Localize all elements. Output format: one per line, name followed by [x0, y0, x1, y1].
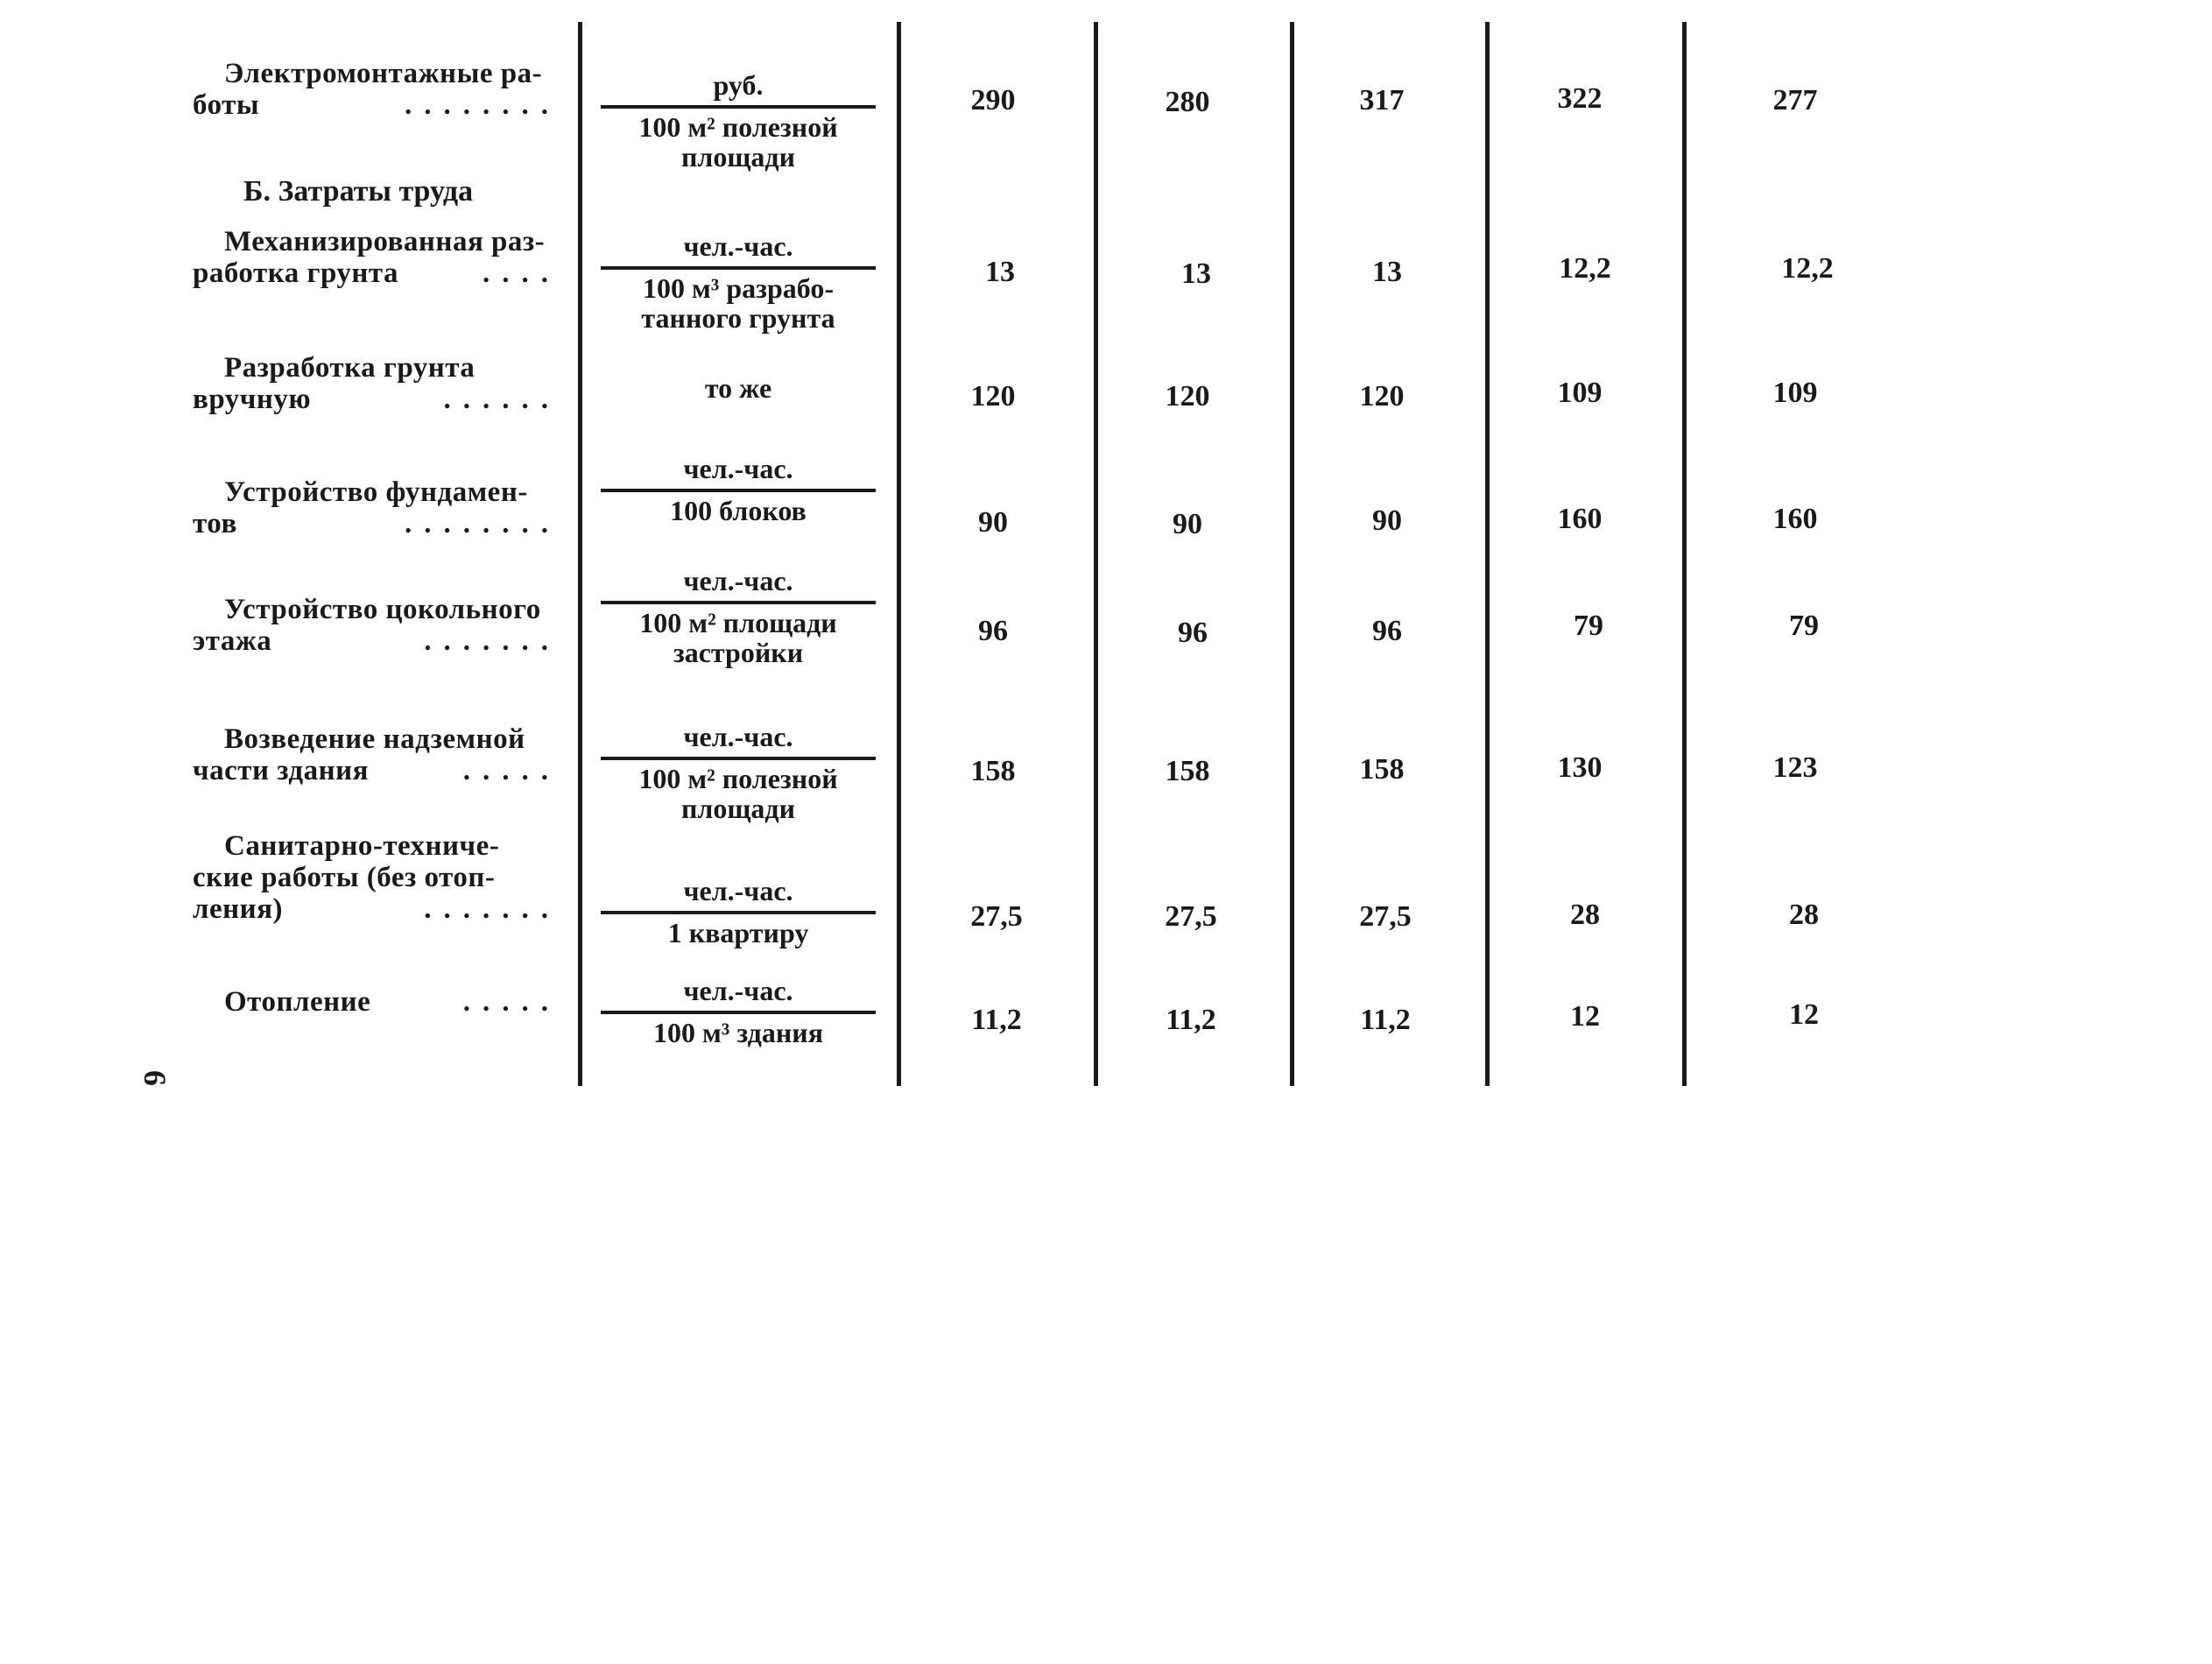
- unit-numerator: чел.-час.: [601, 722, 876, 760]
- unit-denominator: 100 м³ разрабо-: [642, 272, 835, 304]
- value-cell: 120: [1359, 380, 1405, 412]
- unit-numerator: чел.-час.: [601, 876, 876, 914]
- unit-denominator: площади: [680, 141, 796, 173]
- value-cell: 12,2: [1559, 252, 1611, 285]
- row-name-line: Отопление .....: [224, 986, 560, 1018]
- unit-fraction: [601, 373, 876, 403]
- value-cell: 160: [1557, 503, 1603, 535]
- row-name-line: вручную ......: [193, 384, 560, 415]
- value-cell: 79: [1574, 610, 1603, 642]
- leader-dots: .......: [424, 625, 560, 657]
- leader-dots: .......: [424, 893, 560, 925]
- unit-numerator: чел.-час.: [601, 454, 876, 492]
- value-cell: 120: [1165, 380, 1210, 412]
- column-rule: [1682, 22, 1687, 1086]
- column-rule: [1290, 22, 1294, 1086]
- row-name-line: ления) .......: [193, 893, 560, 925]
- unit-denominator: 100 м² площади: [639, 607, 837, 638]
- column-rule: [578, 22, 582, 1086]
- leader-dots: ........: [405, 89, 560, 121]
- value-cell: 90: [1173, 508, 1202, 540]
- unit-numerator: чел.-час.: [601, 566, 876, 604]
- value-cell: 109: [1557, 377, 1603, 409]
- unit-denominator: 100 м² полезной: [638, 111, 838, 143]
- unit-same: то же: [704, 372, 772, 404]
- value-cell: 12,2: [1781, 252, 1834, 285]
- row-name-line: Электромонтажные ра-: [224, 58, 543, 89]
- unit-fraction: [601, 722, 876, 823]
- column-rule: [1094, 22, 1098, 1086]
- value-cell: 12: [1570, 1000, 1600, 1033]
- row-name: [193, 58, 560, 121]
- value-cell: 96: [1372, 615, 1402, 647]
- unit-fraction: [601, 566, 876, 667]
- unit-denominator: 100 м³ здания: [652, 1017, 824, 1048]
- row-name: [193, 226, 560, 289]
- value-cell: 90: [978, 506, 1008, 539]
- value-cell: 158: [1359, 753, 1405, 786]
- value-cell: 27,5: [1359, 900, 1412, 933]
- row-name: [193, 830, 560, 925]
- value-cell: 322: [1557, 82, 1603, 115]
- unit-denominator: застройки: [673, 637, 804, 668]
- unit-fraction: [601, 876, 876, 948]
- leader-dots: .....: [462, 755, 560, 786]
- value-cell: 158: [970, 755, 1016, 787]
- value-cell: 28: [1570, 899, 1600, 931]
- row-name-line: тов ........: [193, 508, 560, 539]
- value-cell: 27,5: [970, 900, 1023, 933]
- row-name: [193, 986, 560, 1018]
- leader-dots: .....: [462, 986, 560, 1018]
- row-name-line: этажа .......: [193, 625, 560, 657]
- row-name-line: Разработка грунта: [224, 352, 476, 384]
- unit-numerator: чел.-час.: [601, 976, 876, 1014]
- unit-numerator: руб.: [601, 70, 876, 109]
- section-heading: Б. Затраты труда: [243, 175, 474, 208]
- unit-denominator: 100 блоков: [670, 495, 807, 526]
- row-name-line: части здания .....: [193, 755, 560, 786]
- row-name: [193, 723, 560, 786]
- unit-denominator: площади: [680, 793, 796, 824]
- unit-numerator: чел.-час.: [601, 231, 876, 270]
- value-cell: 11,2: [1166, 1004, 1216, 1036]
- row-name: [193, 476, 560, 539]
- value-cell: 160: [1772, 503, 1818, 535]
- leader-dots: ........: [405, 508, 560, 539]
- unit-denominator: 1 квартиру: [667, 917, 809, 948]
- unit-denominator: танного грунта: [641, 302, 835, 334]
- column-rule: [897, 22, 901, 1086]
- value-cell: 11,2: [971, 1004, 1022, 1036]
- value-cell: 96: [1178, 617, 1208, 649]
- value-cell: 317: [1359, 84, 1405, 116]
- leader-dots: ....: [483, 257, 560, 289]
- row-name-line: Устройство фундамен-: [224, 476, 528, 508]
- value-cell: 79: [1789, 610, 1819, 642]
- column-rule: [1485, 22, 1490, 1086]
- row-name: [193, 352, 560, 415]
- value-cell: 96: [978, 615, 1008, 647]
- page-number: 6: [137, 1070, 173, 1086]
- value-cell: 277: [1772, 84, 1818, 116]
- value-cell: 90: [1372, 504, 1402, 537]
- unit-fraction: [601, 70, 876, 172]
- value-cell: 158: [1165, 755, 1210, 787]
- row-name-line: Санитарно-техниче-: [224, 830, 500, 862]
- value-cell: 28: [1789, 899, 1819, 931]
- value-cell: 13: [1372, 256, 1402, 288]
- row-name-line: Возведение надземной: [224, 723, 525, 755]
- unit-denominator: 100 м² полезной: [638, 763, 838, 794]
- unit-fraction: [601, 976, 876, 1047]
- row-name-line: боты ........: [193, 89, 560, 121]
- row-name-line: ские работы (без отоп-: [193, 862, 496, 893]
- value-cell: 13: [985, 256, 1015, 288]
- value-cell: 290: [970, 84, 1016, 116]
- value-cell: 27,5: [1165, 900, 1217, 933]
- value-cell: 12: [1789, 998, 1819, 1031]
- value-cell: 130: [1557, 751, 1603, 784]
- value-cell: 123: [1772, 751, 1818, 784]
- leader-dots: ......: [443, 384, 560, 415]
- row-name: [193, 594, 560, 657]
- value-cell: 120: [970, 380, 1016, 412]
- row-name-line: работка грунта ....: [193, 257, 560, 289]
- row-name-line: Механизированная раз-: [224, 226, 546, 257]
- value-cell: 11,2: [1360, 1004, 1411, 1036]
- value-cell: 280: [1165, 86, 1210, 118]
- unit-fraction: [601, 231, 876, 333]
- value-cell: 109: [1772, 377, 1818, 409]
- value-cell: 13: [1181, 257, 1211, 290]
- row-name-line: Устройство цокольного: [224, 594, 541, 625]
- unit-fraction: [601, 454, 876, 525]
